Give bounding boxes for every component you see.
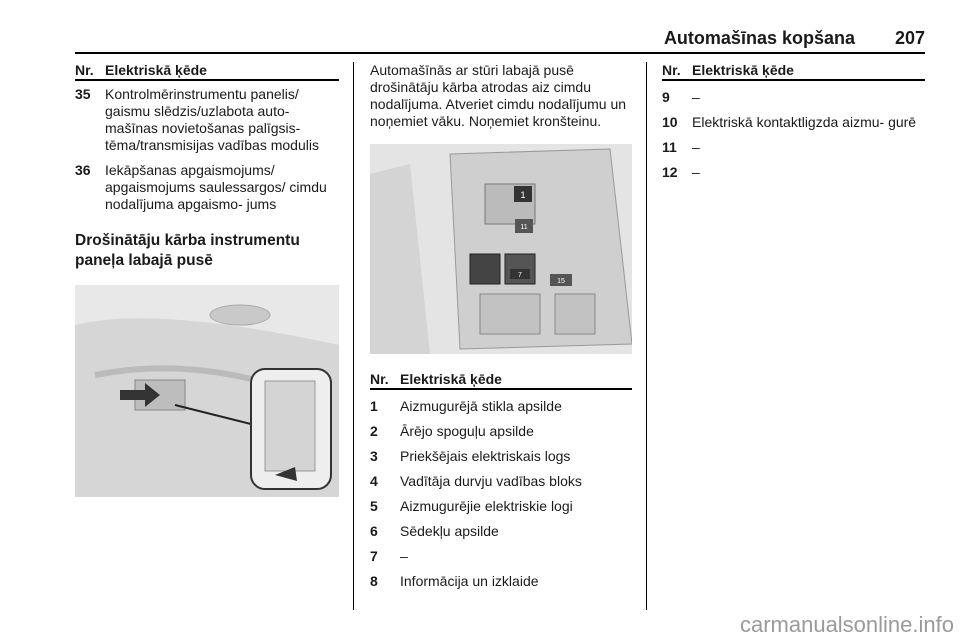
row-description: Elektriskā kontaktligzda aizmu- gurē — [692, 114, 917, 130]
fuse-label: 15 — [557, 278, 565, 285]
column-right — [662, 62, 925, 181]
row-description: – — [692, 139, 700, 155]
header-rule — [75, 52, 925, 54]
header-nr: Nr. — [662, 62, 681, 78]
row-description: Aizmugurējie elektriskie logi — [400, 498, 573, 514]
column-middle — [370, 62, 632, 590]
table-row — [662, 89, 925, 106]
table-row — [370, 423, 632, 440]
fusebox-illustration — [370, 144, 632, 354]
table-row — [370, 523, 632, 540]
row-number: 11 — [662, 139, 677, 155]
watermark: carmanualsonline.info — [739, 612, 954, 637]
table-row — [662, 114, 925, 131]
row-description: Kontrolmērinstrumentu panelis/ gaismu slēdzis/uzlabota auto- mašīnas novietošanas palīgsis- tēma/transmisijas vadības modulis — [105, 86, 319, 153]
row-number: 9 — [662, 89, 670, 105]
row-number: 6 — [370, 523, 378, 539]
row-number: 35 — [75, 86, 91, 102]
table-row — [75, 86, 339, 154]
row-description: Priekšējais elektriskais logs — [400, 448, 571, 464]
fuse-label: 11 — [520, 224, 528, 231]
row-number: 8 — [370, 573, 378, 589]
row-number: 4 — [370, 473, 378, 489]
page-number: 207 — [894, 28, 925, 48]
row-number: 2 — [370, 423, 378, 439]
column-divider — [646, 62, 647, 610]
row-description: Vadītāja durvju vadības bloks — [400, 473, 582, 489]
table-row — [75, 162, 339, 213]
row-description: – — [692, 89, 700, 105]
dashboard-illustration — [75, 285, 339, 497]
table-row — [370, 473, 632, 490]
header-desc: Elektriskā ķēde — [400, 371, 502, 387]
intro-paragraph: Automašīnās ar stūri labajā pusē drošinātāju kārba atrodas aiz cimdu nodalījuma. Atveriet cimdu nodalījumu un noņemiet vāku. Noņemiet kronšteinu. — [370, 62, 627, 129]
row-number: 1 — [370, 398, 378, 414]
table-header — [370, 371, 632, 390]
column-left — [75, 62, 339, 502]
row-description: Ārējo spoguļu apsilde — [400, 423, 534, 439]
row-description: – — [400, 548, 408, 564]
header-desc: Elektriskā ķēde — [105, 62, 207, 78]
page-header — [75, 28, 925, 50]
page-title: Automašīnas kopšana — [663, 28, 855, 48]
column-divider — [353, 62, 354, 610]
table-row — [662, 139, 925, 156]
table-row — [370, 548, 632, 565]
fuse-label: 1 — [520, 190, 526, 200]
header-nr: Nr. — [75, 62, 94, 78]
section-title: Drošinātāju kārba instrumentu paneļa labajā pusē — [75, 232, 300, 269]
header-nr: Nr. — [370, 371, 389, 387]
table-row — [662, 164, 925, 181]
row-number: 3 — [370, 448, 378, 464]
row-description: Aizmugurējā stikla apsilde — [400, 398, 562, 414]
row-number: 7 — [370, 548, 378, 564]
row-number: 10 — [662, 114, 678, 130]
row-number: 36 — [75, 162, 91, 178]
row-description: – — [692, 164, 700, 180]
table-row — [370, 498, 632, 515]
table-row — [370, 448, 632, 465]
table-header — [75, 62, 339, 81]
fuse-label: 7 — [518, 272, 522, 279]
table-row — [370, 573, 632, 590]
row-number: 12 — [662, 164, 678, 180]
row-description: Informācija un izklaide — [400, 573, 539, 589]
header-desc: Elektriskā ķēde — [692, 62, 794, 78]
table-row — [370, 398, 632, 415]
row-number: 5 — [370, 498, 378, 514]
row-description: Sēdekļu apsilde — [400, 523, 499, 539]
table-header — [662, 62, 925, 81]
row-description: Iekāpšanas apgaismojums/ apgaismojums saulessargos/ cimdu nodalījuma apgaismo- jums — [105, 162, 327, 212]
